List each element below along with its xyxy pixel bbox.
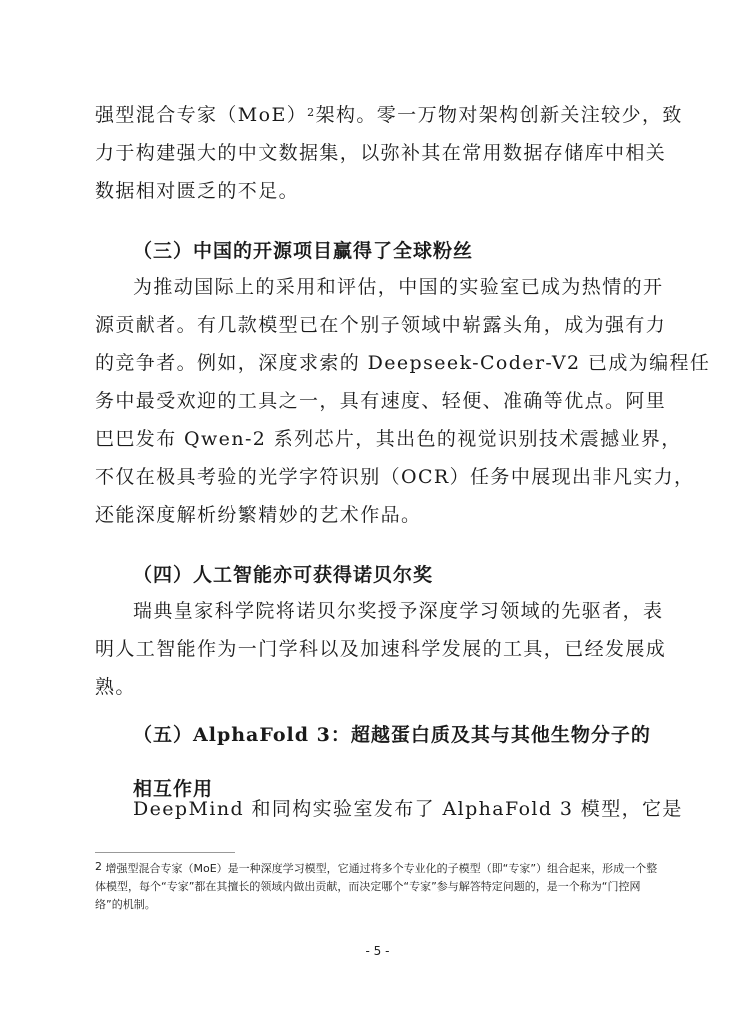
text-line: 的竞争者。例如，深度求索的 Deepseek-Coder-V2 已成为编程任 — [95, 352, 711, 374]
text-line: 为推动国际上的采用和评估，中国的实验室已成为热情的开 — [133, 276, 664, 298]
page-number: - 5 - — [365, 944, 390, 958]
text-line: 巴巴发布 Qwen-2 系列芯片，其出色的视觉识别技术震撼业界， — [95, 428, 682, 450]
footnote-divider — [95, 852, 235, 853]
text-line: 力于构建强大的中文数据集，以弥补其在常用数据存储库中相关 — [95, 142, 667, 164]
text-line: 还能深度解析纷繁精妙的艺术作品。 — [95, 504, 422, 526]
paragraph-alphafold — [95, 790, 683, 828]
text-line: 瑞典皇家科学院将诺贝尔奖授予深度学习领域的先驱者，表 — [133, 600, 664, 622]
section-heading-5: （五）AlphaFold 3：超越蛋白质及其与其他生物分子的相互作用 — [133, 724, 651, 800]
text-line: 务中最受欢迎的工具之一，具有速度、轻便、准确等优点。阿里 — [95, 390, 667, 412]
section-heading-3: （三）中国的开源项目赢得了全球粉丝 — [133, 240, 474, 262]
text-line: 源贡献者。有几款模型已在个别子领域中崭露头角，成为强有力 — [95, 314, 667, 336]
footnote-text: 增强型混合专家（MoE）是一种深度学习模型，它通过将多个专业化的子模型（即“专家”）组合起来，形成一个整体模型，每个“专家”都在其擅长的领域内做出贡献，而决定哪个“专家”参与解答特定问题的，是一个称为“门控网络”的机制。 — [95, 862, 658, 911]
text-line: 明人工智能作为一门学科以及加速科学发展的工具，已经发展成 — [95, 638, 667, 660]
footnote-marker: 2 — [95, 860, 102, 873]
paragraph-nobel — [95, 592, 667, 706]
paragraph-open-source — [95, 268, 711, 534]
text-line: 不仅在极具考验的光学字符识别（OCR）任务中展现出非凡实力， — [95, 466, 695, 488]
text-line: DeepMind 和同构实验室发布了 AlphaFold 3 模型，它是 — [133, 798, 683, 820]
text-line: 熟。 — [95, 676, 136, 698]
text-line: 数据相对匮乏的不足。 — [95, 180, 300, 202]
text-line: 强型混合专家（MoE）$^2$架构。零一万物对架构创新关注较少，致 — [95, 104, 683, 126]
paragraph-moe — [95, 96, 683, 210]
section-heading-4: （四）人工智能亦可获得诺贝尔奖 — [133, 564, 434, 586]
footnote-ref[interactable]: 2 — [307, 106, 316, 119]
footnote — [95, 860, 661, 914]
